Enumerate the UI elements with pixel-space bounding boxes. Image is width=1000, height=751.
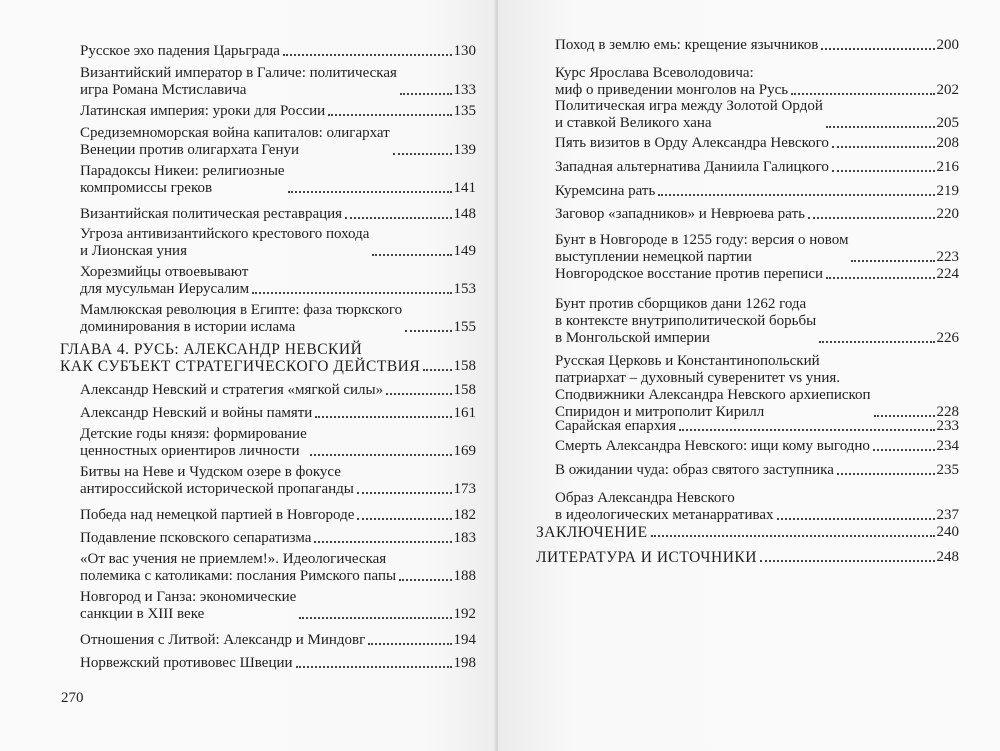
toc-entry-title: Победа над немецкой партией в Новгороде (80, 507, 355, 523)
dot-leader (423, 369, 451, 371)
toc-entry-page: 223 (936, 249, 959, 265)
toc-entry-title: Угроза антивизантийского крестового похода и Лионская уния (80, 226, 370, 259)
toc-entry (555, 266, 959, 283)
toc-entry-title: Александр Невский и стратегия «мягкой силы» (80, 382, 384, 398)
dot-leader (874, 415, 935, 417)
toc-entry-page: 226 (936, 330, 959, 346)
dot-leader (328, 114, 451, 116)
dot-leader (368, 643, 451, 645)
toc-section-heading (536, 524, 959, 541)
toc-chapter-heading (60, 341, 476, 375)
toc-entry-title: Битвы на Неве и Чудском озере в фокусе антироссийской исторической пропаганды (80, 464, 354, 497)
dot-leader (314, 541, 451, 543)
toc-entry (555, 418, 959, 435)
toc-entry-page: 182 (453, 507, 476, 523)
toc-entry-title: Детские годы князя: формирование ценностных ориентиров личности (80, 426, 307, 459)
dot-leader (658, 194, 934, 196)
toc-entry (555, 353, 959, 421)
toc-entry-title: Подавление псковского сепаратизма (80, 530, 312, 546)
dot-leader (296, 666, 452, 668)
toc-entry-page: 173 (453, 481, 476, 497)
toc-entry-page: 130 (453, 43, 476, 59)
toc-entry-title: Норвежский противовес Швеции (80, 655, 293, 671)
toc-entry-page: 153 (453, 281, 476, 297)
toc-entry (555, 98, 959, 132)
toc-entry (80, 206, 476, 223)
dot-leader (357, 492, 452, 494)
toc-entry-page: 202 (936, 82, 959, 98)
toc-entry-title: Мамлюкская революция в Египте: фаза тюркского доминирования в истории ислама (80, 302, 403, 335)
dot-leader (791, 93, 934, 95)
toc-entry-title: ГЛАВА 4. РУСЬ: АЛЕКСАНДР НЕВСКИЙ КАК СУБЪЕКТ СТРАТЕГИЧЕСКОГО ДЕЙСТВИЯ (60, 341, 421, 375)
toc-entry-title: Византийский император в Галиче: политическая игра Романа Мстиславича (80, 65, 397, 98)
toc-entry (80, 632, 476, 649)
dot-leader (832, 146, 935, 148)
toc-entry-title: Латинская империя: уроки для России (80, 103, 326, 119)
toc-entry-title: ЛИТЕРАТУРА И ИСТОЧНИКИ (536, 549, 757, 566)
dot-leader (372, 254, 451, 256)
toc-entry-title: Хорезмийцы отвоевывают для мусульман Иерусалим (80, 264, 250, 297)
toc-entry (80, 530, 476, 547)
toc-entry (80, 163, 476, 197)
dot-leader (400, 93, 452, 95)
toc-entry (80, 65, 476, 99)
dot-leader (299, 617, 451, 619)
toc-entry-page: 188 (453, 568, 476, 584)
toc-entry-title: Парадоксы Никеи: религиозные компромиссы греков (80, 163, 285, 196)
dot-leader (826, 277, 934, 279)
toc-entry-page: 158 (453, 382, 476, 398)
dot-leader (393, 153, 452, 155)
toc-entry-title: В ожидании чуда: образ святого заступника (555, 462, 834, 478)
toc-entry-page: 133 (453, 82, 476, 98)
toc-entry-title: Бунт в Новгороде в 1255 году: версия о новом выступлении немецкой партии (555, 232, 849, 265)
dot-leader (679, 429, 934, 431)
dot-leader (283, 54, 452, 56)
toc-entry (80, 382, 476, 399)
toc-entry (80, 264, 476, 298)
dot-leader (345, 217, 451, 219)
toc-entry-page: 205 (936, 115, 959, 131)
toc-entry-page: 161 (453, 405, 476, 421)
toc-entry-page: 237 (936, 507, 959, 523)
toc-entry (80, 655, 476, 672)
toc-entry (555, 159, 959, 176)
toc-entry (555, 490, 959, 524)
toc-entry-page: 216 (936, 159, 959, 175)
toc-entry (80, 103, 476, 120)
toc-entry-title: Новгородское восстание против переписи (555, 266, 824, 282)
toc-entry-title: Поход в землю емь: крещение язычников (555, 37, 819, 53)
toc-entry-title: Западная альтернатива Даниила Галицкого (555, 159, 829, 175)
dot-leader (357, 518, 451, 520)
toc-entry (555, 462, 959, 479)
toc-entry-page: 228 (936, 404, 959, 420)
toc-entry (555, 206, 959, 223)
toc-entry (555, 135, 959, 152)
toc-entry-page: 155 (453, 319, 476, 335)
toc-entry-page: 219 (936, 183, 959, 199)
dot-leader (819, 341, 934, 343)
toc-entry (80, 507, 476, 524)
toc-entry-title: «От вас учения не приемлем!». Идеологическая полемика с католиками: послания Римского папы (80, 551, 397, 584)
dot-leader (760, 560, 935, 562)
toc-entry-page: 135 (453, 103, 476, 119)
toc-entry-title: Сарайская епархия (555, 418, 677, 434)
dot-leader (399, 579, 451, 581)
toc-entry-title: Русская Церковь и Константинопольский патриархат – духовный суверенитет vs уния. Сподвижники Александра Невского архиепископ Спиридон и митрополит Кирилл (555, 353, 871, 420)
toc-entry (555, 37, 959, 54)
toc-entry-title: Заговор «западников» и Неврюева рать (555, 206, 805, 222)
toc-entry-page: 141 (453, 180, 476, 196)
toc-entry-page: 148 (453, 206, 476, 222)
toc-entry-title: Отношения с Литвой: Александр и Миндовг (80, 632, 366, 648)
toc-entry (80, 551, 476, 585)
toc-entry-title: Пять визитов в Орду Александра Невского (555, 135, 829, 151)
toc-entry-title: Образ Александра Невского в идеологических метанарративах (555, 490, 774, 523)
toc-entry (80, 589, 476, 623)
toc-section-heading (536, 549, 959, 566)
toc-entry-page: 240 (936, 524, 959, 540)
toc-entry (80, 125, 476, 159)
dot-leader (837, 473, 935, 475)
toc-entry-page: 208 (936, 135, 959, 151)
toc-entry (555, 232, 959, 266)
toc-entry-page: 248 (936, 549, 959, 565)
toc-entry-title: Средиземноморская война капиталов: олигархат Венеции против олигархата Генуи (80, 125, 390, 158)
toc-entry (555, 296, 959, 347)
dot-leader (851, 260, 934, 262)
dot-leader (288, 191, 452, 193)
toc-entry-page: 235 (936, 462, 959, 478)
toc-entry-page: 169 (453, 443, 476, 459)
toc-entry (80, 302, 476, 336)
dot-leader (405, 330, 451, 332)
toc-entry-title: Смерть Александра Невского: ищи кому выгодно (555, 438, 870, 454)
dot-leader (777, 518, 935, 520)
dot-leader (386, 393, 451, 395)
toc-entry-title: Русское эхо падения Царьграда (80, 43, 280, 59)
toc-entry-page: 183 (453, 530, 476, 546)
dot-leader (832, 170, 935, 172)
toc-entry-title: Византийская политическая реставрация (80, 206, 343, 222)
toc-entry-page: 200 (936, 37, 959, 53)
toc-entry-page: 149 (453, 243, 476, 259)
page-number: 270 (61, 690, 84, 706)
toc-entry (80, 226, 476, 260)
dot-leader (826, 126, 935, 128)
toc-entry-page: 198 (453, 655, 476, 671)
toc-entry-title: Александр Невский и войны памяти (80, 405, 313, 421)
toc-entry-page: 220 (936, 206, 959, 222)
toc-entry (555, 438, 959, 455)
left-page (0, 0, 498, 751)
toc-entry-title: ЗАКЛЮЧЕНИЕ (536, 524, 648, 541)
dot-leader (821, 48, 934, 50)
toc-entry-title: Политическая игра между Золотой Ордой и ставкой Великого хана (555, 98, 823, 131)
toc-entry-page: 224 (936, 266, 959, 282)
toc-entry-page: 139 (453, 142, 476, 158)
dot-leader (651, 535, 935, 537)
toc-entry (80, 405, 476, 422)
toc-entry-page: 234 (936, 438, 959, 454)
toc-entry-title: Бунт против сборщиков дани 1262 года в контексте внутриполитической борьбы в Монгольской империи (555, 296, 817, 346)
dot-leader (315, 416, 451, 418)
toc-entry-page: 233 (936, 418, 959, 434)
toc-entry (80, 426, 476, 460)
dot-leader (252, 292, 451, 294)
toc-entry (80, 464, 476, 498)
toc-entry-title: Курс Ярослава Всеволодовича: миф о приведении монголов на Русь (555, 65, 789, 98)
dot-leader (873, 449, 935, 451)
toc-entry (555, 183, 959, 200)
toc-entry-page: 194 (453, 632, 476, 648)
toc-entry-page: 192 (453, 606, 476, 622)
toc-entry-page: 158 (453, 358, 476, 374)
dot-leader (310, 454, 452, 456)
toc-entry (80, 43, 476, 60)
toc-entry (555, 65, 959, 99)
toc-entry-title: Новгород и Ганза: экономические санкции в XIII веке (80, 589, 297, 622)
right-page (498, 0, 1000, 751)
dot-leader (808, 217, 935, 219)
toc-entry-title: Куремсина рать (555, 183, 656, 199)
